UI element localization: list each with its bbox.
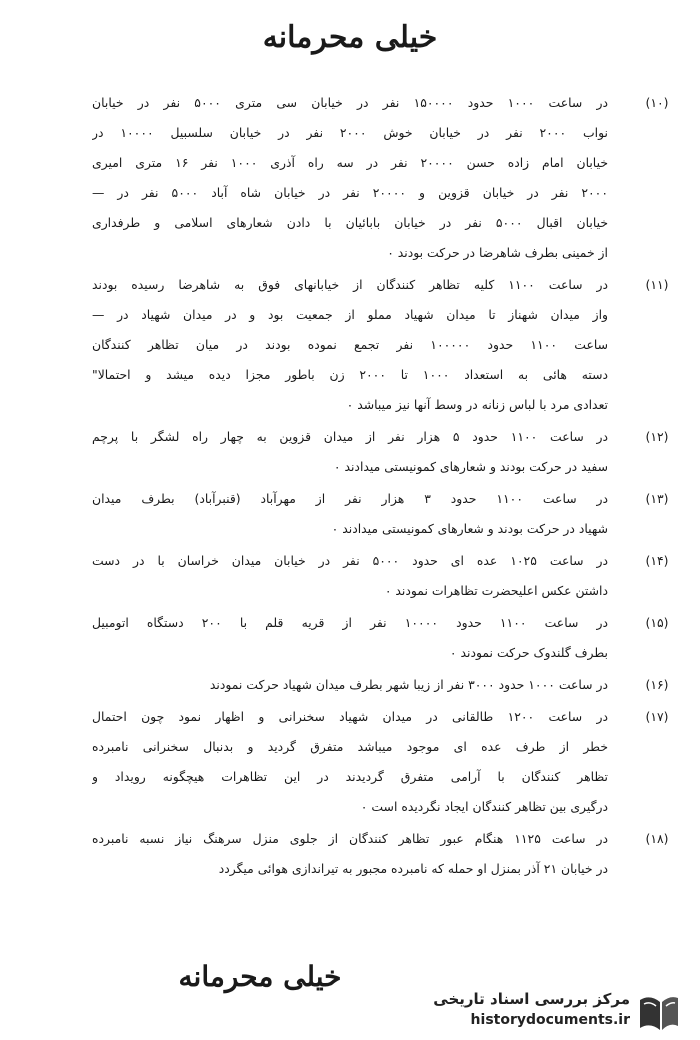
text-line: در خیابان ۲۱ آذر بمنزل او حمله که نامبرده مجبور به تیراندازی هوائی میگردد <box>218 861 608 876</box>
text-line: تظاهر کنندگان با آرامی متفرق گردیدند در این تظاهرات هیچگونه رویداد و <box>92 769 608 784</box>
paragraph-item <box>92 702 669 822</box>
text-line: در ساعت ۱۱۲۵ هنگام عبور تظاهر کنندگان از جلوی منزل سرهنگ نیاز نسبه نامبرده <box>92 831 608 846</box>
text-line: در ساعت ۱۱۰۰ کلیه تظاهر کنندگان از خیابانهای فوق به شاهرضا رسیده بودند <box>92 277 608 292</box>
watermark-title: مرکز بررسی اسناد تاریخی <box>433 990 630 1008</box>
text-line: خطر از طرف عده ای موجود میباشد متفرق گردید و بدنبال سخنرانی نامبرده <box>92 739 608 754</box>
paragraph-number: (۱۲) <box>645 429 669 444</box>
text-line: در ساعت ۱۱۰۰ حدود ۳ هزار نفر از مهرآباد (قنبرآباد) بطرف میدان <box>92 491 608 506</box>
paragraph-number: (۱۱) <box>645 277 669 292</box>
paragraph-item <box>92 422 669 482</box>
paragraph-item <box>92 608 669 668</box>
paragraph-item <box>92 670 669 700</box>
paragraph-number: (۱۵) <box>645 615 669 630</box>
text-line: سفید در حرکت بودند و شعارهای کمونیستی میدادند ٠ <box>333 459 608 474</box>
text-line: ۲۰۰۰ نفر در خیابان قزوین و ۲۰۰۰۰ نفر در خیابان شاه آباد ۵۰۰۰ نفر در — <box>92 185 608 200</box>
text-line: در ساعت ۱۱۰۰ حدود ۵ هزار نفر از میدان قزوین به چهار راه لشگر با پرچم <box>92 429 608 444</box>
text-line: در ساعت ۱۰۰۰ حدود ۳۰۰۰ نفر از زیبا شهر بطرف میدان شهیاد حرکت نمودند <box>209 677 608 692</box>
paragraph-item <box>92 88 669 268</box>
text-line: واز میدان شهناز تا میدان شهیاد مملو از جمعیت بود و در میدان شهیاد در — <box>92 307 608 322</box>
text-line: خیابان اقبال ۵۰۰۰ نفر در خیابان بابائیان با دادن شعارهای اسلامی و طرفداری <box>92 215 608 230</box>
document-body <box>92 88 669 886</box>
paragraph-item <box>92 270 669 420</box>
text-line: در ساعت ۱۰۲۵ عده ای حدود ۵۰۰۰ نفر در خیابان میدان خراسان با در دست <box>92 553 608 568</box>
watermark-url: historydocuments.ir <box>470 1012 630 1028</box>
paragraph-item <box>92 546 669 606</box>
watermark <box>420 990 690 1036</box>
text-line: بطرف گلندوک حرکت نمودند ٠ <box>449 645 608 660</box>
paragraph-number: (۱۶) <box>645 677 669 692</box>
paragraph-number: (۱۰) <box>645 95 669 110</box>
text-line: نواب ۲۰۰۰ نفر در خیابان خوش ۲۰۰۰ نفر در خیابان سلسبیل ۱۰۰۰۰ در <box>92 125 608 140</box>
text-line: خیابان امام زاده حسن ۲۰۰۰۰ نفر در سه راه آذری ۱۰۰۰ نفر ۱۶ متری امیری <box>92 155 608 170</box>
text-line: در ساعت ۱۲۰۰ طالقانی در میدان شهیاد سخنرانی و اظهار نمود چون احتمال <box>92 709 608 724</box>
text-line: در ساعت ۱۱۰۰ حدود ۱۰۰۰۰ نفر از قریه قلم با ۲۰۰ دستگاه اتومبیل <box>92 615 608 630</box>
classification-header: خیلی محرمانه <box>262 20 438 55</box>
text-line: داشتن عکس اعلیحضرت تظاهرات نمودند ٠ <box>384 583 608 598</box>
paragraph-number: (۱۴) <box>645 553 669 568</box>
text-line: از خمینی بطرف شاهرضا در حرکت بودند ٠ <box>387 245 608 260</box>
classification-footer: خیلی محرمانه <box>178 960 342 993</box>
paragraph-number: (۱۸) <box>645 831 669 846</box>
text-line: دسته هائی به استعداد ۱۰۰۰ تا ۲۰۰۰ زن باطور مجزا دیده میشد و احتمالا" <box>92 367 608 382</box>
text-line: ساعت ۱۱۰۰ حدود ۱۰۰۰۰۰ نفر تجمع نموده بودند در میان تظاهر کنندگان <box>92 337 608 352</box>
paragraph-item <box>92 484 669 544</box>
paragraph-number: (۱۳) <box>645 491 669 506</box>
text-line: شهیاد در حرکت بودند و شعارهای کمونیستی میدادند ٠ <box>331 521 608 536</box>
paragraph-number: (۱۷) <box>645 709 669 724</box>
text-line: در ساعت ۱۰۰۰ حدود ۱۵۰۰۰۰ نفر در خیابان سی متری ۵۰۰۰ نفر در خیابان <box>92 95 608 110</box>
text-line: تعدادی مرد با لباس زنانه در وسط آنها نیز میباشد ٠ <box>346 397 608 412</box>
paragraph-item <box>92 824 669 884</box>
book-pages-icon <box>636 992 682 1034</box>
text-line: درگیری بین تظاهر کنندگان ایجاد نگردیده است ٠ <box>360 799 608 814</box>
